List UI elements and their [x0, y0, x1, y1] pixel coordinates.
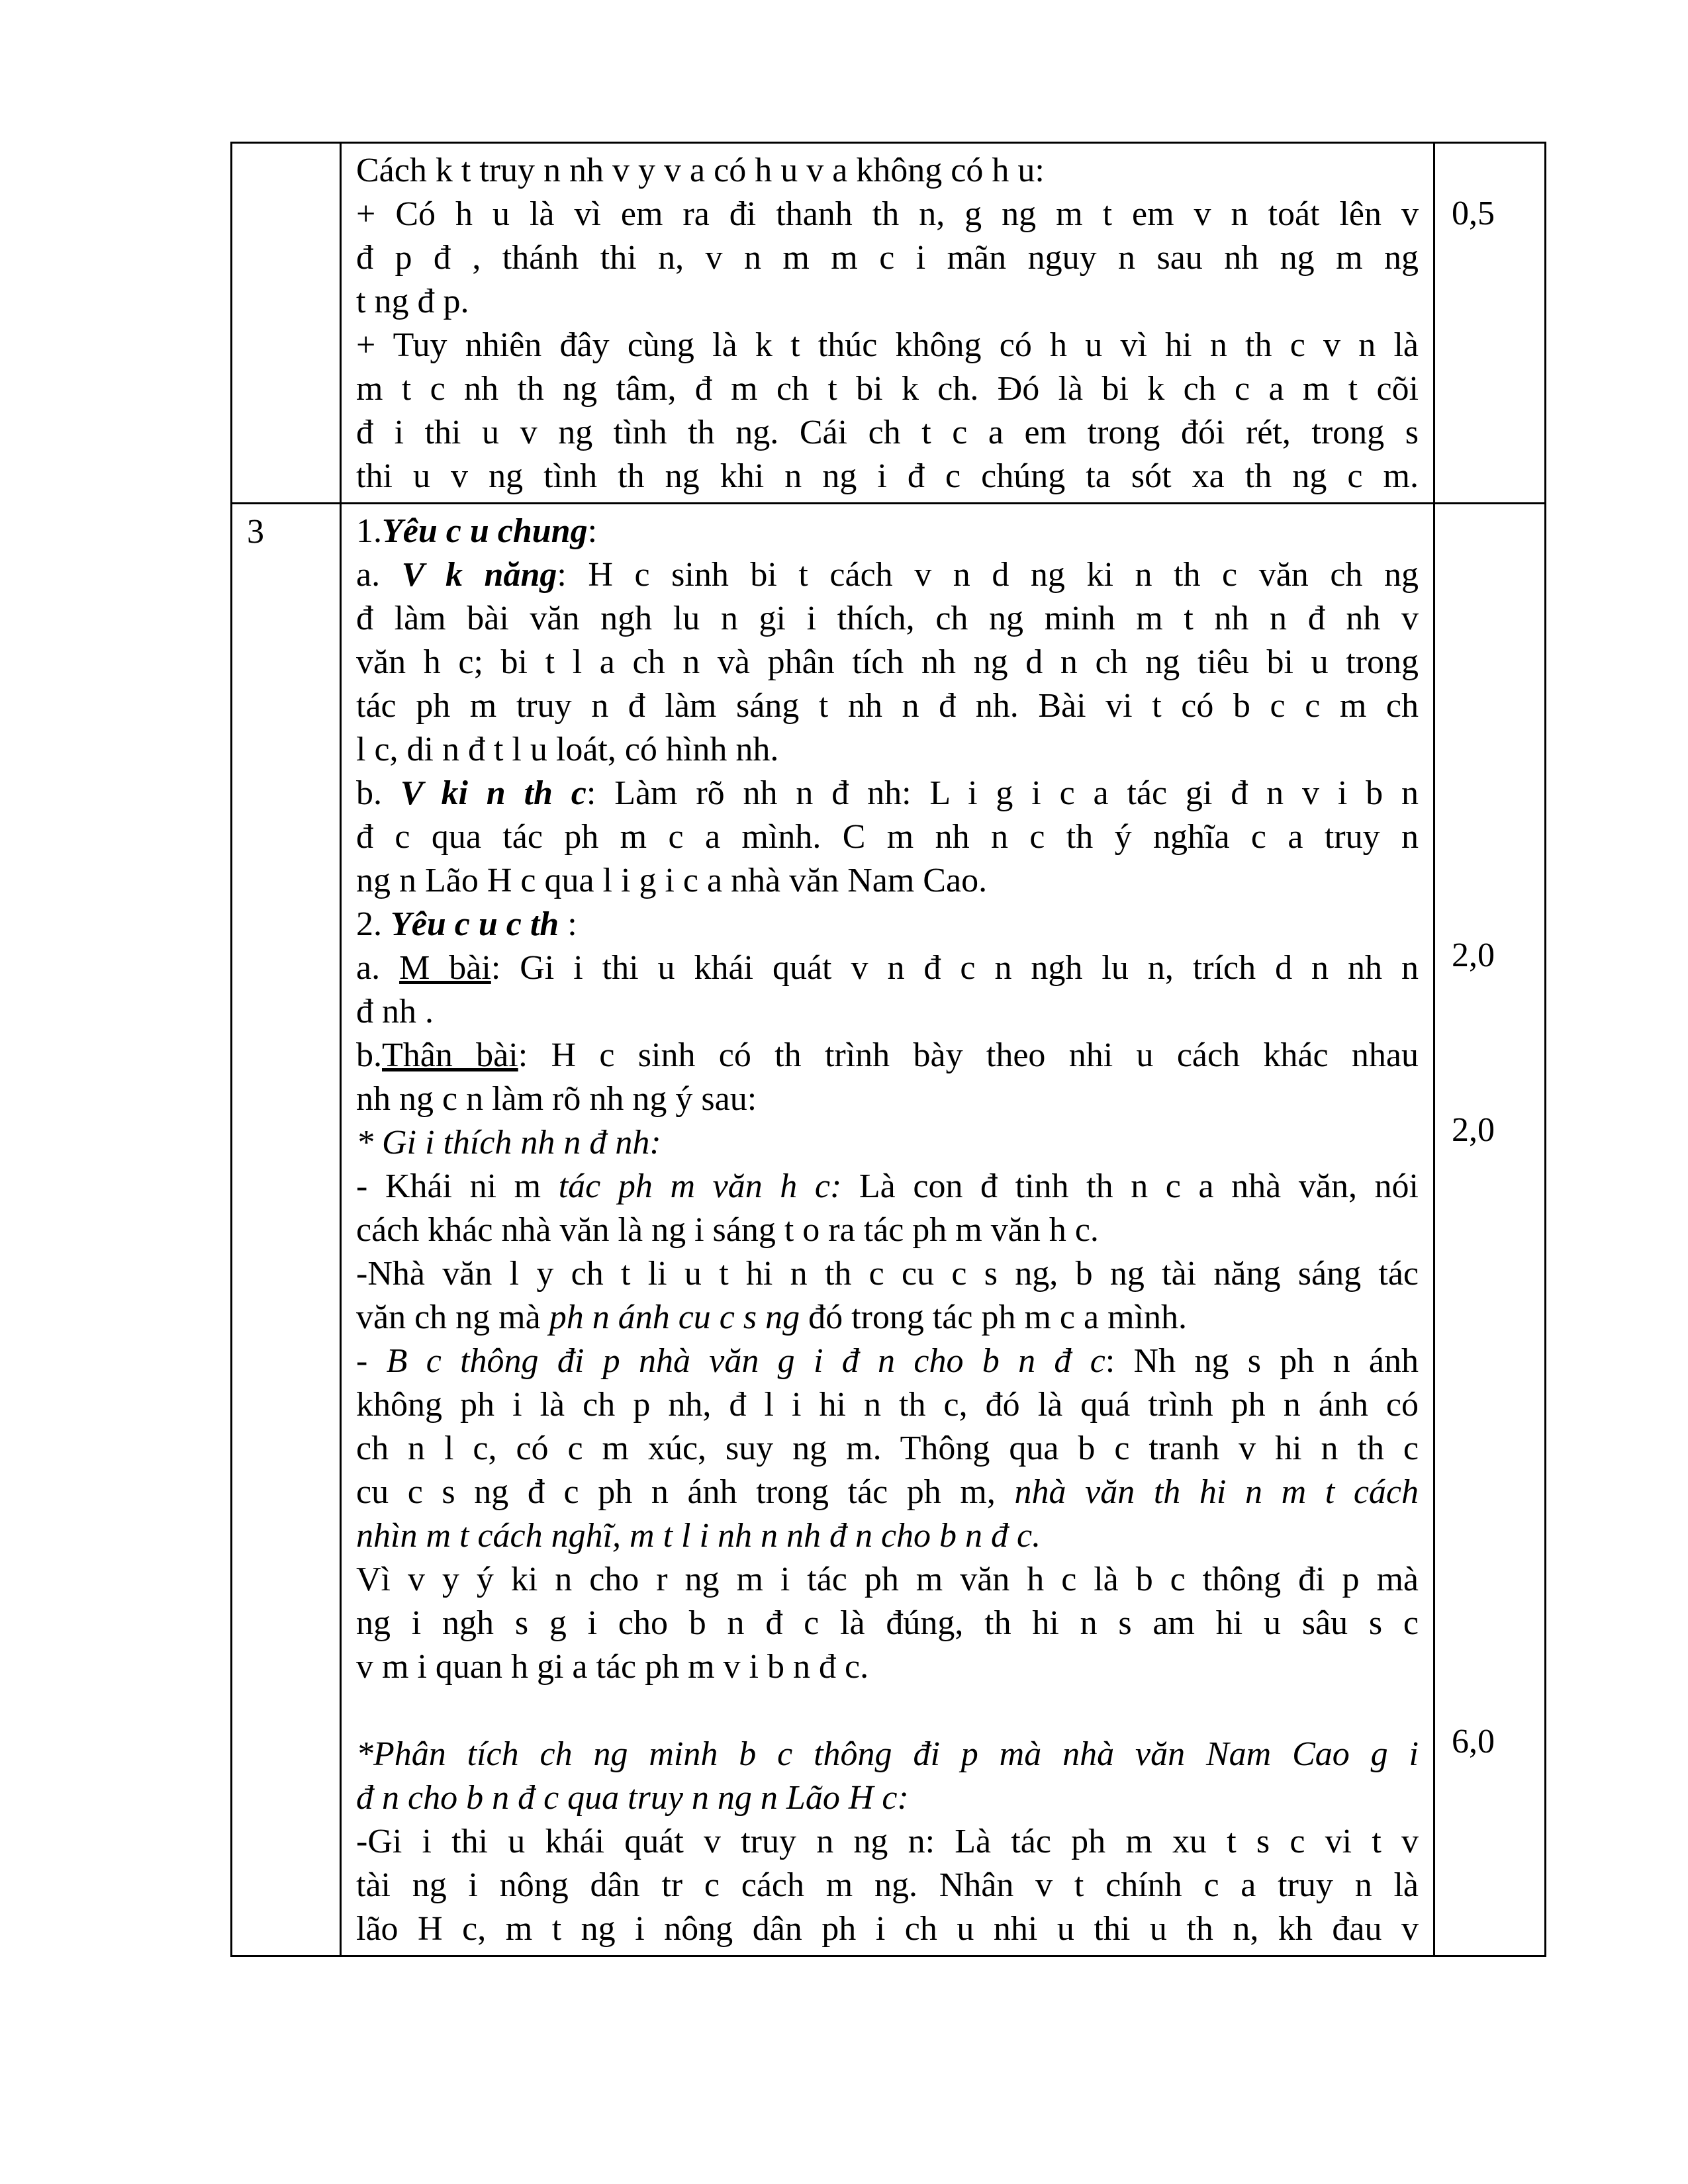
- score-value: 2,0: [1452, 1111, 1495, 1149]
- text-line: t ng đ p.: [356, 283, 469, 320]
- text-line: cu c s ng đ c ph n ánh trong tác ph m, nhà văn th hi n m t cách: [356, 1473, 1419, 1511]
- text-line: đ i thi u v ng tình th ng. Cái ch t c a em trong đói rét, trong s: [356, 414, 1419, 451]
- answer-content-cell: [341, 143, 1434, 504]
- text-line: nhìn m t cách nghĩ, m t l i nh n nh đ n cho b n đ c.: [356, 1517, 1041, 1555]
- body-line: b.Thân bài: H c sinh có th trình bày theo nhi u cách khác nhau: [356, 1036, 1419, 1074]
- text-line: lão H c, m t ng i nông dân ph i ch u nhi u thi u th n, kh đau v: [356, 1910, 1419, 1948]
- heading-general-requirements: 1.Yêu c u chung:: [356, 512, 598, 550]
- score-cell: [1434, 504, 1546, 1956]
- spacer: [356, 1689, 1419, 1733]
- text-line: ng i ngh s g i cho b n đ c là đúng, th hi n s am hi u sâu s c: [356, 1604, 1419, 1642]
- text-line: Cách k t truy n nh v y v a có h u v a không có h u:: [356, 152, 1045, 189]
- message-line: - B c thông đi p nhà văn g i đ n cho b n đ c: Nh ng s ph n ánh: [356, 1342, 1419, 1380]
- text-line: thi u v ng tình th ng khi n ng i đ c chúng ta sót xa th ng c m.: [356, 457, 1419, 495]
- question-number-cell: 3: [232, 504, 341, 1956]
- analysis-heading: đ n cho b n đ c qua truy n ng n Lão H c:: [356, 1779, 909, 1817]
- text-line: + Tuy nhiên đây cùng là k t thúc không có h u vì hi n th c v n là: [356, 326, 1419, 364]
- table-row: [232, 143, 1546, 504]
- text-line: đ p đ , thánh thi n, v n m m c i mãn nguy n sau nh ng m ng: [356, 239, 1419, 277]
- concept-line: - Khái ni m tác ph m văn h c: Là con đ tinh th n c a nhà văn, nói: [356, 1167, 1419, 1205]
- text-line: đ làm bài văn ngh lu n gi i thích, ch ng minh m t nh n đ nh v: [356, 600, 1419, 637]
- text-line: l c, di n đ t l u loát, có hình nh.: [356, 731, 779, 768]
- text-line: tài ng i nông dân tr c cách m ng. Nhân v t chính c a truy n là: [356, 1866, 1419, 1904]
- table-row: [232, 504, 1546, 1956]
- answer-table: [230, 142, 1546, 1957]
- knowledge-line: b. V ki n th c: Làm rõ nh n đ nh: L i g i c a tác gi đ n v i b n: [356, 774, 1419, 812]
- text-line: ng n Lão H c qua l i g i c a nhà văn Nam Cao.: [356, 862, 988, 899]
- text-line: v m i quan h gi a tác ph m v i b n đ c.: [356, 1648, 869, 1686]
- skills-line: a. V k năng: H c sinh bi t cách v n d ng ki n th c văn ch ng: [356, 556, 1419, 594]
- introduction-line: a. M bài: Gi i thi u khái quát v n đ c n ngh lu n, trích d n nh n: [356, 949, 1419, 987]
- text-line: m t c nh th ng tâm, đ m ch t bi k ch. Đó là bi k ch c a m t cõi: [356, 370, 1419, 408]
- text-line: cách khác nhà văn là ng i sáng t o ra tác ph m văn h c.: [356, 1211, 1099, 1249]
- text-line: không ph i là ch p nh, đ l i hi n th c, đó là quá trình ph n ánh có: [356, 1386, 1419, 1424]
- text-line: tác ph m truy n đ làm sáng t nh n đ nh. Bài vi t có b c c m ch: [356, 687, 1419, 725]
- text-line: văn ch ng mà ph n ánh cu c s ng đó trong tác ph m c a mình.: [356, 1298, 1187, 1336]
- text-line: Vì v y ý ki n cho r ng m i tác ph m văn h c là b c thông đi p mà: [356, 1561, 1419, 1598]
- score-value: 6,0: [1452, 1723, 1495, 1760]
- text-line: + Có h u là vì em ra đi thanh th n, g ng m t em v n toát lên v: [356, 195, 1419, 233]
- text-line: văn h c; bi t l a ch n và phân tích nh ng d n ch ng tiêu bi u trong: [356, 643, 1419, 681]
- text-line: -Nhà văn l y ch t li u t hi n th c cu c s ng, b ng tài năng sáng tác: [356, 1255, 1419, 1293]
- text-line: đ nh .: [356, 993, 434, 1030]
- text-line: nh ng c n làm rõ nh ng ý sau:: [356, 1080, 757, 1118]
- score-cell: [1434, 143, 1546, 504]
- text-line: ch n l c, có c m xúc, suy ng m. Thông qua b c tranh v hi n th c: [356, 1430, 1419, 1467]
- heading-specific-requirements: 2. Yêu c u c th :: [356, 905, 577, 943]
- text-line: đ c qua tác ph m c a mình. C m nh n c th ý nghĩa c a truy n: [356, 818, 1419, 856]
- analysis-heading: *Phân tích ch ng minh b c thông đi p mà nhà văn Nam Cao g i: [356, 1735, 1419, 1773]
- score-value: 2,0: [1452, 936, 1495, 974]
- text-line: -Gi i thi u khái quát v truy n ng n: Là tác ph m xu t s c vi t v: [356, 1823, 1419, 1860]
- answer-content-cell: [341, 504, 1434, 1956]
- explanation-heading: * Gi i thích nh n đ nh:: [356, 1124, 661, 1161]
- score-value: 0,5: [1452, 195, 1495, 232]
- question-number-cell: [232, 143, 341, 504]
